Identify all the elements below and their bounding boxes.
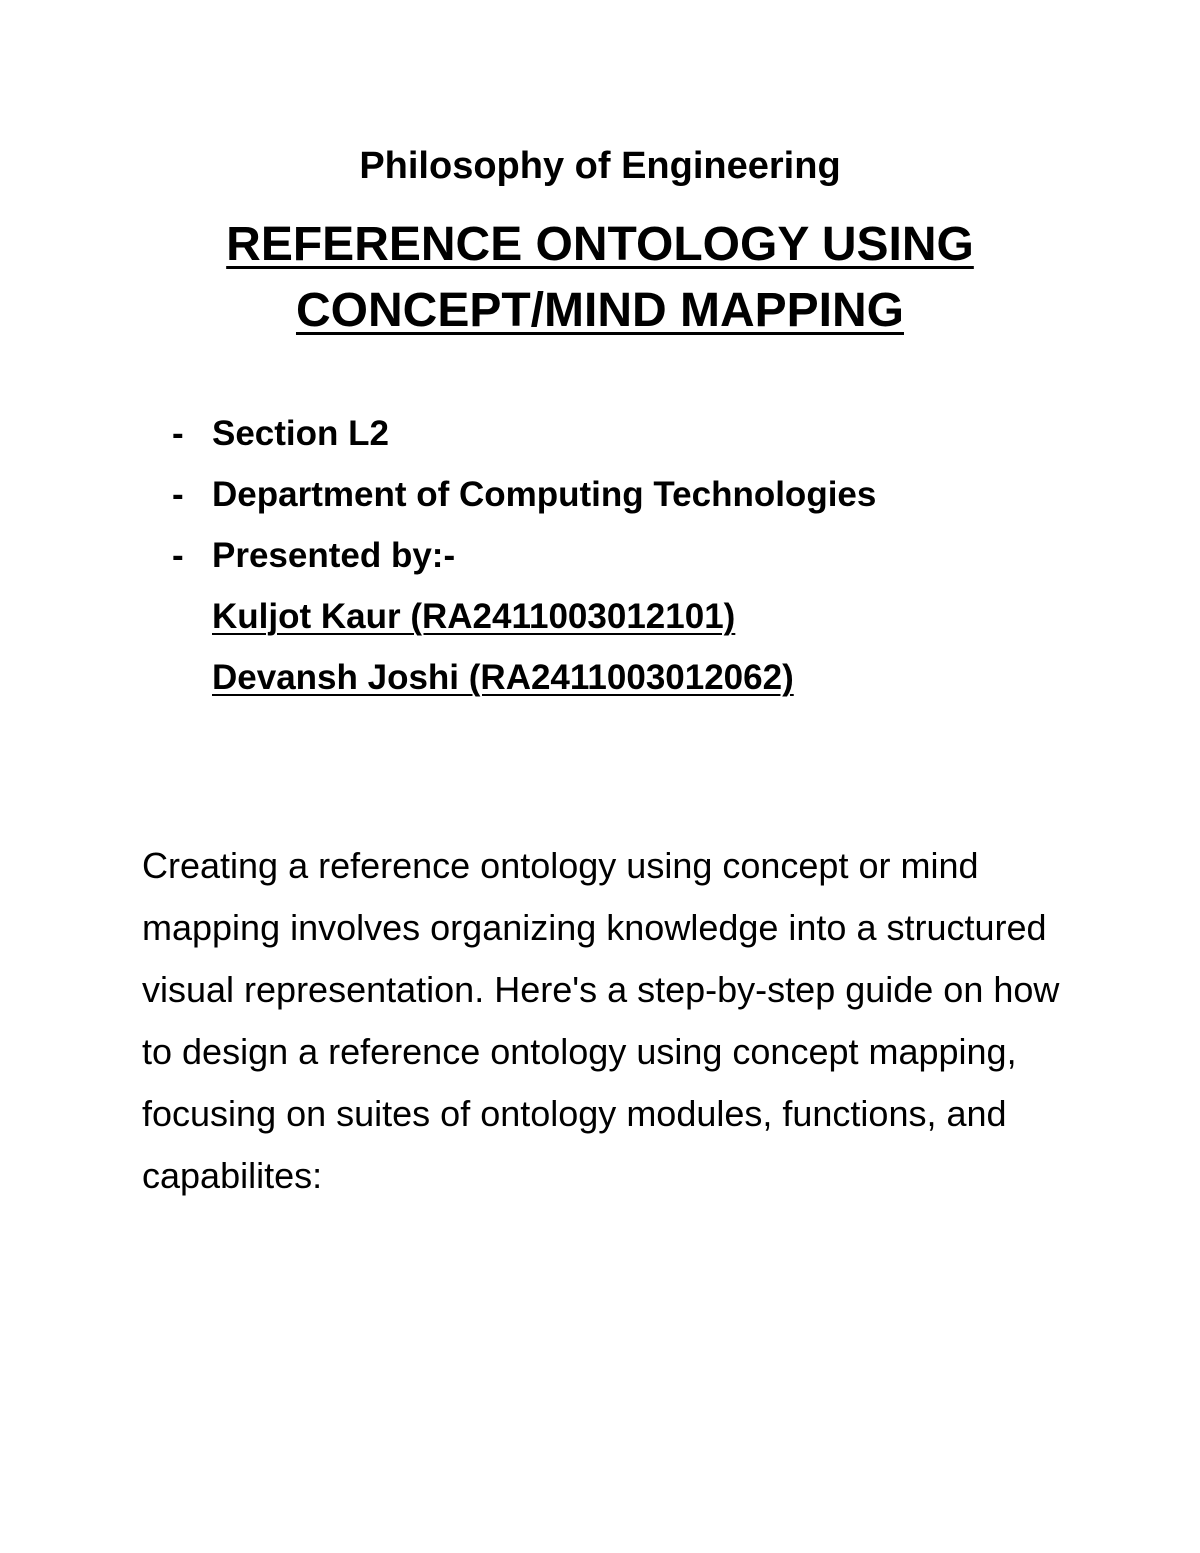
document-subject: Philosophy of Engineering xyxy=(359,145,841,187)
presenter-list xyxy=(172,586,1072,708)
info-item-presented-by xyxy=(172,525,1072,586)
bullet-dash: - xyxy=(172,475,184,514)
bullet-dash: - xyxy=(172,536,184,575)
document-title: REFERENCE ONTOLOGY USING CONCEPT/MIND MAPPING xyxy=(226,218,974,337)
presenter-name: Devansh Joshi (RA2411003012062) xyxy=(212,658,794,697)
info-item-label: Section L2 xyxy=(212,414,389,453)
presenter-name: Kuljot Kaur (RA2411003012101) xyxy=(212,597,736,636)
info-item-label: Department of Computing Technologies xyxy=(212,475,877,514)
info-item-department xyxy=(172,464,1072,525)
intro-paragraph: Creating a reference ontology using concept or mind mapping involves organizing knowledge into a structured visual representation. Here's a step-by-step guide on how to design a reference ontology using concept mapping, focusing on suites of ontology modules, functions, and capabilites: xyxy=(142,845,1060,1196)
info-list xyxy=(172,403,1072,708)
info-item-section xyxy=(172,403,1072,464)
info-item-label: Presented by:- xyxy=(212,536,456,575)
bullet-dash: - xyxy=(172,414,184,453)
